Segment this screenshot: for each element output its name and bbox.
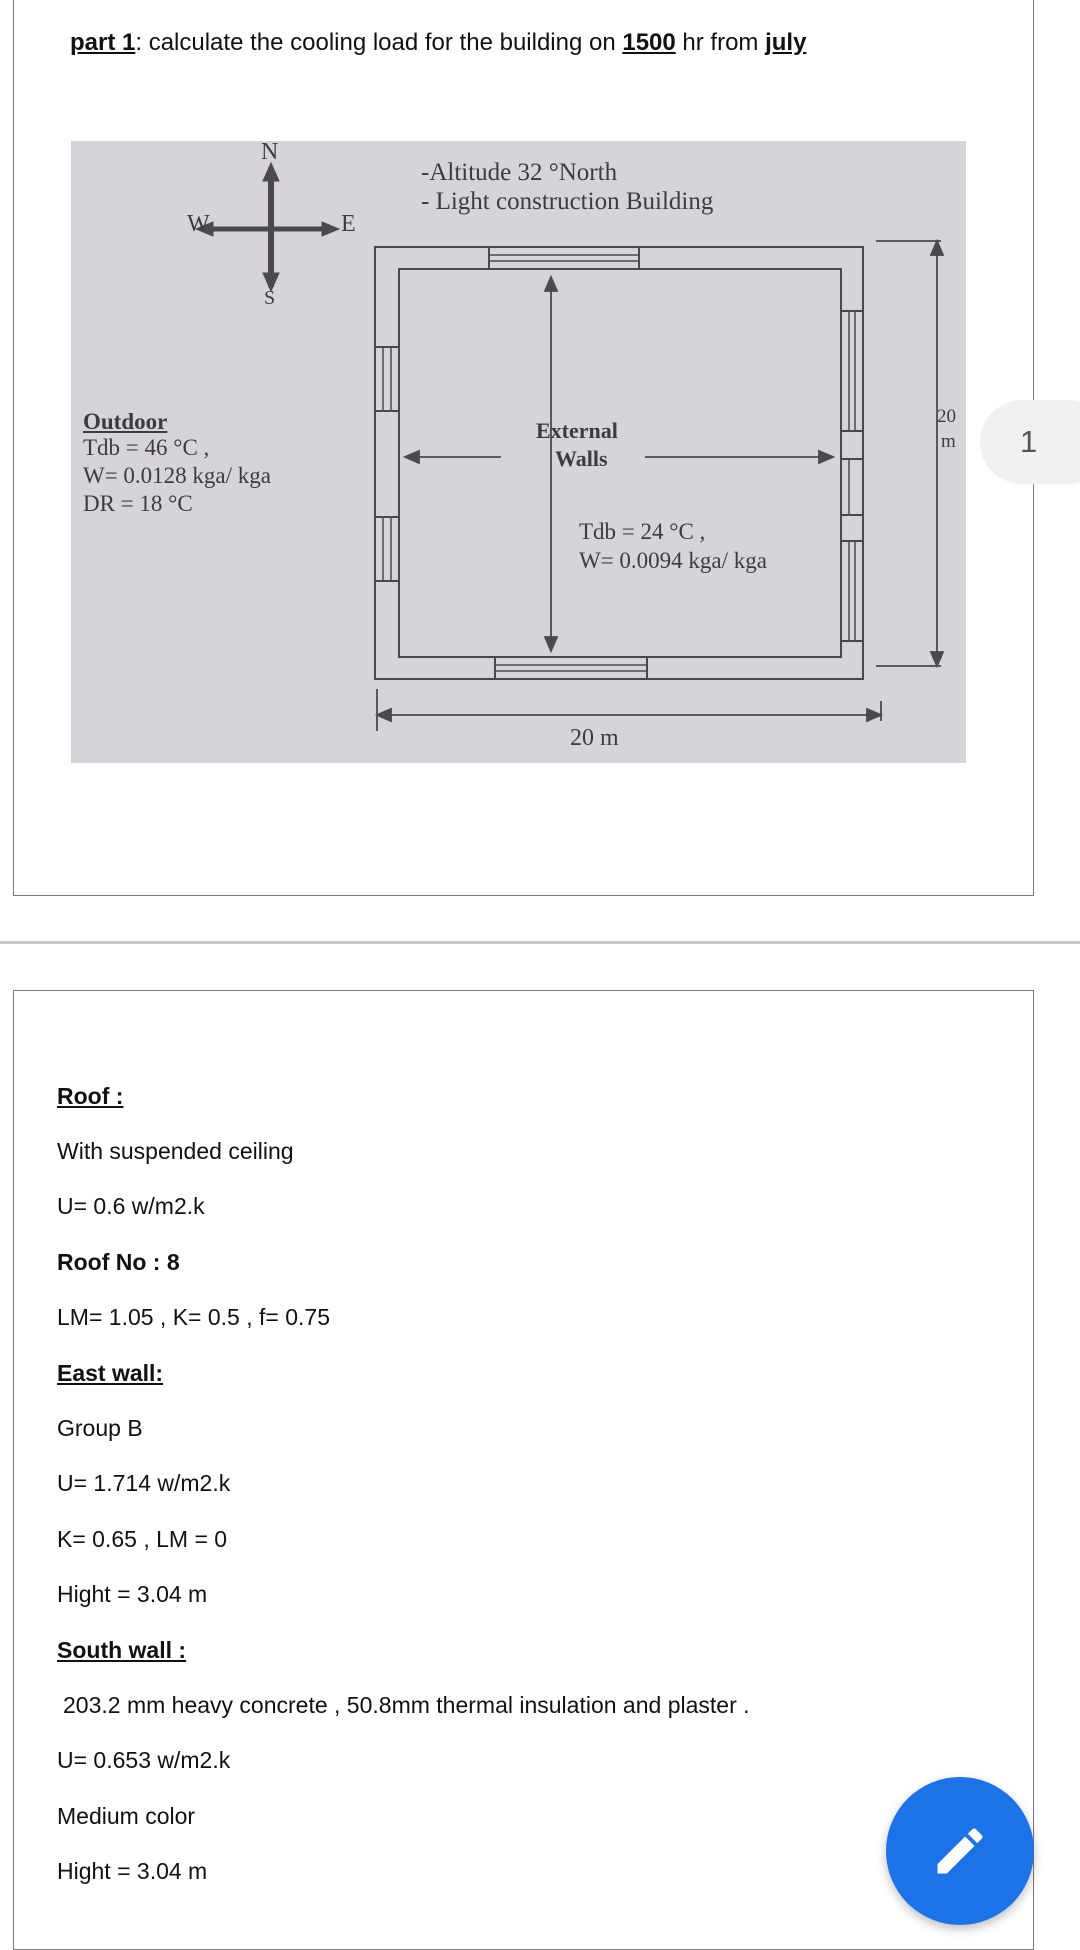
east-wall-group: Group B [57, 1415, 143, 1441]
pencil-icon [930, 1821, 990, 1881]
part-label: part 1 [70, 29, 136, 56]
title-text-2: hr from [675, 29, 766, 56]
indoor-humidity: W= 0.0094 kga/ kga [579, 548, 767, 573]
roof-type: With suspended ceiling [57, 1138, 294, 1164]
page-divider [0, 941, 1080, 944]
outdoor-tdb: Tdb = 46 °C , [83, 435, 210, 460]
width-dimension: 20 m [570, 725, 619, 751]
compass-west-label: W [187, 211, 210, 237]
compass-east-label: E [341, 211, 356, 237]
roof-heading: Roof : [57, 1083, 124, 1109]
south-wall-description: 203.2 mm heavy concrete , 50.8mm thermal insulation and plaster . [63, 1692, 750, 1718]
south-wall-color: Medium color [57, 1803, 196, 1829]
title-text: : calculate the cooling load for the building on [135, 29, 623, 56]
indoor-tdb: Tdb = 24 °C , [579, 519, 706, 544]
altitude-text: -Altitude 32 °North [421, 159, 618, 186]
east-wall-height: Hight = 3.04 m [57, 1581, 208, 1607]
construction-text: - Light construction Building [421, 188, 714, 215]
east-wall-factors: K= 0.65 , LM = 0 [57, 1526, 228, 1552]
month-value: july [765, 29, 807, 56]
compass-icon [196, 163, 339, 291]
document-page-1 [13, 0, 1034, 896]
building-plan-image [71, 141, 966, 763]
hour-value: 1500 [622, 29, 676, 56]
east-wall-heading: East wall: [57, 1360, 164, 1386]
outdoor-humidity: W= 0.0128 kga/ kga [83, 463, 271, 488]
external-walls-label-2: Walls [555, 446, 608, 471]
east-wall-u-value: U= 1.714 w/m2.k [57, 1470, 231, 1496]
compass-south-label: S [264, 287, 276, 309]
outdoor-dr: DR = 18 °C [83, 491, 193, 516]
south-wall-height: Hight = 3.04 m [57, 1858, 208, 1884]
depth-dimension: 20 [937, 406, 956, 427]
roof-number: Roof No : 8 [57, 1249, 180, 1275]
external-walls-label: External [536, 418, 618, 443]
compass-north-label: N [261, 141, 279, 165]
outdoor-heading: Outdoor [83, 409, 168, 434]
edit-fab-button[interactable] [886, 1777, 1034, 1925]
page-number-badge: 1 [980, 400, 1080, 484]
south-wall-heading: South wall : [57, 1637, 187, 1663]
south-wall-u-value: U= 0.653 w/m2.k [57, 1747, 231, 1773]
roof-u-value: U= 0.6 w/m2.k [57, 1193, 205, 1219]
depth-dimension-unit: m [941, 431, 956, 452]
page-title [70, 29, 806, 57]
roof-factors: LM= 1.05 , K= 0.5 , f= 0.75 [57, 1304, 330, 1330]
